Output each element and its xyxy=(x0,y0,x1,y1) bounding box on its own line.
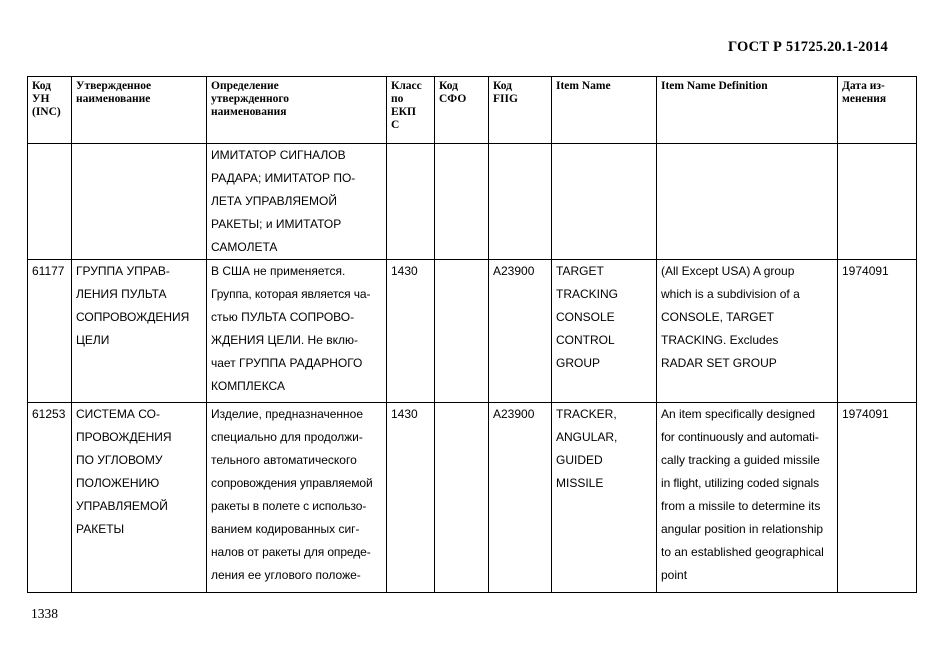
col-header-fiig: Код FIIG xyxy=(489,77,552,144)
cell-definition: ИМИТАТОР СИГНАЛОВ РАДАРА; ИМИТАТОР ПО- ЛЕТА УПРАВЛЯЕМОЙ РАКЕТЫ; и ИМИТАТОР САМОЛЕТА xyxy=(207,144,387,260)
table-row xyxy=(28,403,917,593)
col-header-approved-name: Утвержденное наименование xyxy=(72,77,207,144)
table-row xyxy=(28,144,917,260)
cell-item-name xyxy=(552,144,657,260)
col-header-sfo: Код СФО xyxy=(435,77,489,144)
cell-item-def xyxy=(657,144,838,260)
cell-name xyxy=(72,144,207,260)
cell-inc xyxy=(28,144,72,260)
col-header-class: Класс по ЕКП С xyxy=(387,77,435,144)
cell-inc: 61177 xyxy=(28,260,72,403)
col-header-item-def: Item Name Definition xyxy=(657,77,838,144)
cell-fiig: A23900 xyxy=(489,403,552,593)
cell-class: 1430 xyxy=(387,403,435,593)
col-header-date: Дата из- менения xyxy=(838,77,917,144)
cell-item-def: (All Except USA) A group which is a subdivision of a CONSOLE, TARGET TRACKING. Excludes RADAR SET GROUP xyxy=(657,260,838,403)
cell-item-name: TRACKER, ANGULAR, GUIDED MISSILE xyxy=(552,403,657,593)
col-header-inc: Код УН (INC) xyxy=(28,77,72,144)
cell-sfo xyxy=(435,403,489,593)
col-header-definition: Определение утвержденного наименования xyxy=(207,77,387,144)
cell-sfo xyxy=(435,260,489,403)
col-header-item-name: Item Name xyxy=(552,77,657,144)
cell-class: 1430 xyxy=(387,260,435,403)
cell-name: СИСТЕМА СО- ПРОВОЖДЕНИЯ ПО УГЛОВОМУ ПОЛОЖЕНИЮ УПРАВЛЯЕМОЙ РАКЕТЫ xyxy=(72,403,207,593)
standard-header: ГОСТ Р 51725.20.1-2014 xyxy=(727,39,888,55)
table-row xyxy=(28,260,917,403)
cell-item-name: TARGET TRACKING CONSOLE CONTROL GROUP xyxy=(552,260,657,403)
cell-date xyxy=(838,144,917,260)
cell-inc: 61253 xyxy=(28,403,72,593)
cell-fiig xyxy=(489,144,552,260)
cell-definition: Изделие, предназначенное специально для продолжи- тельного автоматического сопровождения управляемой ракеты в полете с использо- ванием кодированных сиг- налов от ракеты для опреде- ления ее углового положе- xyxy=(207,403,387,593)
cell-name: ГРУППА УПРАВ- ЛЕНИЯ ПУЛЬТА СОПРОВОЖДЕНИЯ ЦЕЛИ xyxy=(72,260,207,403)
table-header-row xyxy=(28,77,917,144)
cell-fiig: A23900 xyxy=(489,260,552,403)
catalog-table xyxy=(27,76,917,593)
cell-date: 1974091 xyxy=(838,403,917,593)
cell-item-def: An item specifically designed for continuously and automati- cally tracking a guided missile in flight, utilizing coded signals from a missile to determine its angular position in relationship to an established geographical point xyxy=(657,403,838,593)
cell-sfo xyxy=(435,144,489,260)
cell-definition: В США не применяется. Группа, которая является ча- стью ПУЛЬТА СОПРОВО- ЖДЕНИЯ ЦЕЛИ. Не вклю- чает ГРУППА РАДАРНОГО КОМПЛЕКСА xyxy=(207,260,387,403)
cell-date: 1974091 xyxy=(838,260,917,403)
cell-class xyxy=(387,144,435,260)
page-number: 1338 xyxy=(31,606,58,621)
